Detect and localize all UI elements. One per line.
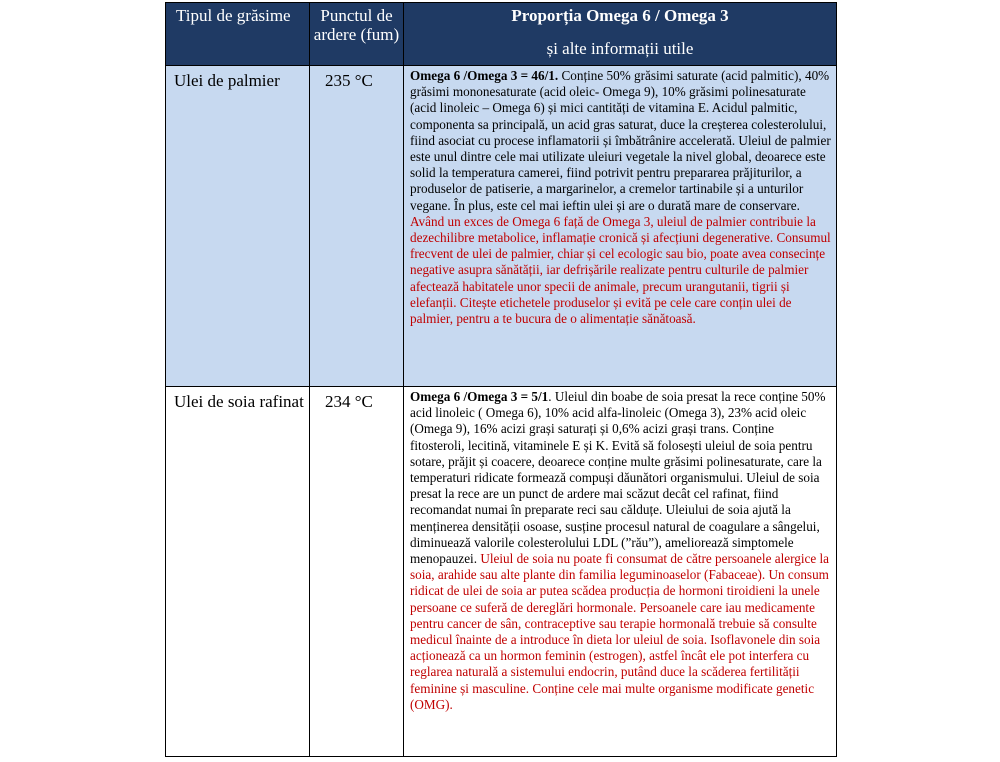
info-cell — [404, 66, 837, 387]
fat-name-cell: Ulei de palmier — [166, 66, 310, 387]
header-smoke-point-label: Punctul de ardere (fum) — [313, 6, 400, 44]
header-row — [166, 3, 837, 66]
header-fat-type — [166, 3, 310, 66]
warning-text: Uleiul de soia nu poate fi consumat de către persoanele alergice la soia, arahide sau alte plante din familia leguminoaselor (Fabaceae). Un consum ridicat de ulei de soia ar putea scădea producția de hormoni tiroidieni la unele persoane ce suferă de dereglări hormonale. Persoanele care iau medicamente pentru cancer de sân, contraceptive sau terapie hormonală trebuie să consulte medicul înainte de a introduce în dieta lor uleiul de soia. Isoflavonele din soia acționează ca un hormon feminin (estrogen), astfel încât ele pot interfera cu reglarea naturală a sistemului endocrin, putând duce la scăderea fertilității feminine și masculine. Conține cele mai multe organisme modificate genetic (OMG). — [410, 551, 830, 712]
table-row-palm-oil — [166, 66, 837, 387]
fat-name-cell: Ulei de soia rafinat — [166, 387, 310, 757]
header-ratio-title: Proporția Omega 6 / Omega 3 — [511, 6, 729, 25]
omega-ratio: Omega 6 /Omega 3 = 5/1 — [410, 389, 549, 404]
info-text: Conține 50% grăsimi saturate (acid palmitic), 40% grăsimi mononesaturate (acid oleic- Omega 9), 10% grăsimi polinesaturate (acid linoleic – Omega 6) și mici cantități de vitamina E. Acidul palmitic, componenta sa principală, un acid gras saturat, duce la creșterea colesterolului, fiind asociat cu procese inflamatorii și îmbătrânire accelerată. Uleiul de palmier este unul dintre cele mai utilizate uleiuri vegetale la nivel global, deoarece este solid la temperatura camerei, fiind potrivit pentru prepararea prăjiturilor, a produselor de patiserie, a margarinelor, a cremelor tartinabile și a unturilor vegane. În plus, este cel mai ieftin ulei și are o durată mare de conservare. — [410, 68, 831, 213]
info-text: . Uleiul din boabe de soia presat la rece conține 50% acid linoleic ( Omega 6), 10% acid alfa-linoleic (Omega 3), 23% acid oleic (Omega 9), 16% acizi grași saturați și 0,6% acizi grași trans. Conține fitosteroli, lecitină, vitaminele E și K. Evită să folosești uleiul de soia pentru sotare, prăjit și coacere, deoarece conține multe grăsimi polinesaturate, care la temperaturi ridicate formează compuși dăunători organismului. Uleiul de soia presat la rece are un punct de ardere mai scăzut decât cel rafinat, fiind recomandat numai în preparate reci sau călduțe. Uleiului de soia ajută la menținerea densității osoase, susține procesul natural de coagulare a sângelui, diminuează valorile colesterolului LDL (”rău”), ameliorează simptomele menopauzei. — [410, 389, 826, 567]
warning-text: Având un exces de Omega 6 față de Omega 3, uleiul de palmier contribuie la dezechilibre metabolice, inflamație cronică și afecțiuni degenerative. Consumul frecvent de ulei de palmier, chiar și cel ecologic sau bio, poate avea consecințe negative asupra sănătății, iar defrișările realizate pentru culturile de palmier afectează habitatele unor specii de animale, precum urangutanii, tigrii și elefanții. Citește etichetele produselor și evită pe cele care conțin ulei de palmier, pentru a te bucura de o alimentație sănătoasă. — [410, 213, 831, 327]
header-fat-type-label: Tipul de grăsime — [176, 6, 291, 25]
fats-table — [165, 2, 837, 757]
omega-ratio: Omega 6 /Omega 3 = 46/1. — [410, 68, 559, 83]
smoke-point-cell: 235 °C — [310, 66, 404, 387]
table-row-soy-oil — [166, 387, 837, 757]
header-ratio-subtitle: și alte informații utile — [546, 39, 694, 58]
header-smoke-point — [310, 3, 404, 66]
header-ratio — [404, 3, 837, 66]
info-cell — [404, 387, 837, 757]
smoke-point-cell: 234 °C — [310, 387, 404, 757]
